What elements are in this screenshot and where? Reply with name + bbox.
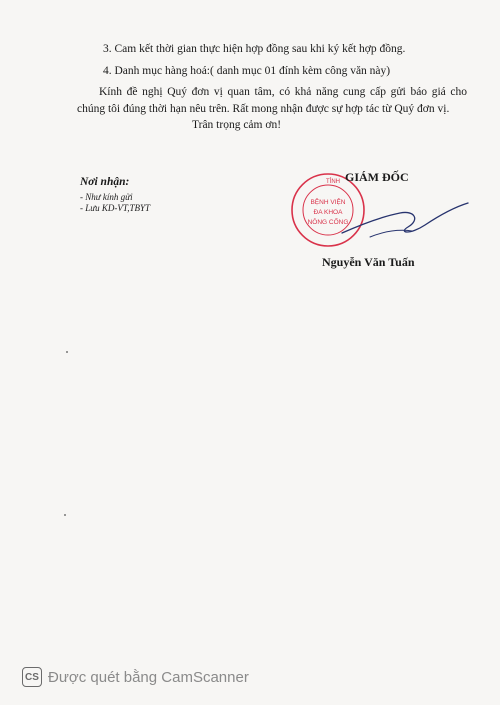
- camscanner-watermark: [0, 664, 500, 690]
- request-paragraph: Kính đề nghị Quý đơn vị quan tâm, có khả năng cung cấp gửi báo giá cho chúng tôi đúng thời hạn nêu trên. Rất mong nhận được sự hợp tác từ Quý đơn vị.: [77, 86, 467, 115]
- camscanner-logo-icon: CS: [22, 667, 42, 687]
- handwritten-signature: [340, 195, 470, 250]
- recipients-title: Nơi nhận:: [80, 176, 130, 188]
- director-title: GIÁM ĐỐC: [345, 170, 409, 184]
- seal-line-1: BỆNH VIỆN: [310, 199, 346, 206]
- seal-line-2: ĐA KHOA: [313, 209, 343, 216]
- list-item-3: 3. Cam kết thời gian thực hiện hợp đồng sau khi ký kết hợp đồng.: [103, 43, 406, 55]
- scan-speck: [66, 351, 68, 353]
- recipient-item: - Như kính gửi: [80, 192, 133, 202]
- signer-name: Nguyễn Văn Tuấn: [322, 255, 415, 269]
- watermark-text: Được quét bằng CamScanner: [48, 668, 249, 686]
- recipient-item: - Lưu KD-VT,TBYT: [80, 203, 151, 213]
- list-item-4: 4. Danh mục hàng hoá:( danh mục 01 đính kèm công văn này): [103, 65, 391, 77]
- seal-line-3: NÔNG CỐNG: [307, 219, 349, 226]
- scan-speck: [64, 514, 66, 516]
- closing-thanks: Trân trọng cảm ơn!: [192, 119, 282, 131]
- seal-top-text: TỈNH: [326, 179, 340, 185]
